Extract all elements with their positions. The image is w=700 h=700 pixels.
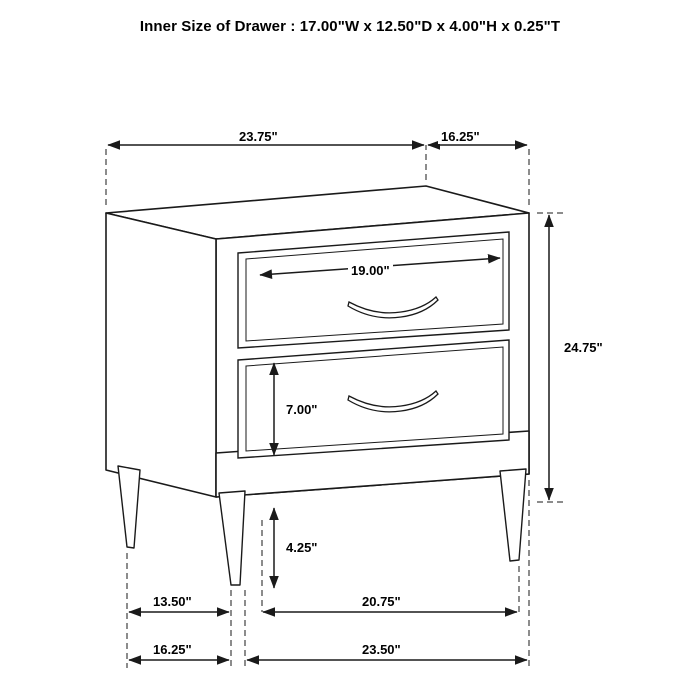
dimension-label-top-left-width: 23.75" (236, 129, 281, 144)
dimension-label-leg-spread-left: 13.50" (150, 594, 195, 609)
page-title: Inner Size of Drawer : 17.00"W x 12.50"D x 4.00"H x 0.25"T (139, 18, 561, 35)
dimension-label-base-width-right: 20.75" (359, 594, 404, 609)
dimension-label-leg-height: 4.25" (283, 540, 320, 555)
dimension-label-bottom-left-width: 16.25" (150, 642, 195, 657)
dimension-label-drawer-inner-width: 19.00" (348, 263, 393, 278)
dimension-label-drawer-height: 7.00" (283, 402, 320, 417)
dimension-label-top-right-width: 16.25" (438, 129, 483, 144)
dimension-label-overall-height: 24.75" (561, 340, 606, 355)
drawer-lower[interactable] (238, 340, 509, 458)
drawer-upper[interactable] (238, 232, 509, 348)
dimension-label-bottom-right-width: 23.50" (359, 642, 404, 657)
